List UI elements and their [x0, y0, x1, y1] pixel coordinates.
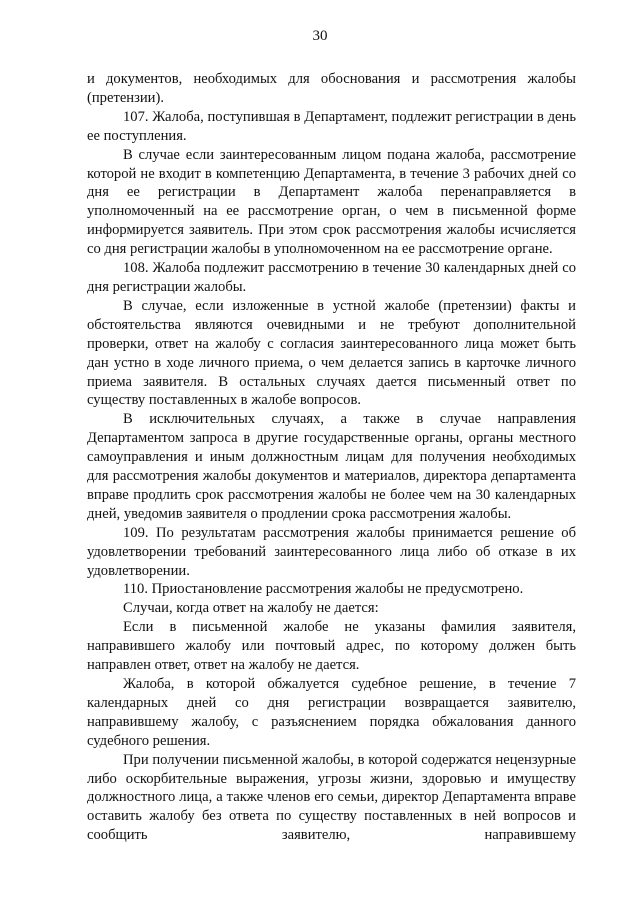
paragraph-continuation: и документов, необходимых для обоснования и рассмотрения жалобы (претензии).	[87, 71, 576, 106]
paragraph-107: 107. Жалоба, поступившая в Департамент, подлежит регистрации в день ее поступления.	[87, 108, 576, 144]
paragraph-108: 108. Жалоба подлежит рассмотрению в течение 30 календарных дней со дня регистрации жалобы.	[87, 260, 576, 295]
paragraph-108-oral-answer: В случае, если изложенные в устной жалобе (претензии) факты и обстоятельства являются очевидными и не требуют дополнительной проверки, ответ на жалобу с согласия заинтересованного лица может быть дан устно в ходе личного приема, о чем делается запись в карточке личного приема заявителя. В остальных случаях дается письменный ответ по существу поставленных в жалобе вопросов.	[87, 297, 576, 409]
paragraph-110: 110. Приостановление рассмотрения жалобы не предусмотрено.	[123, 581, 524, 598]
paragraph-109: 109. По результатам рассмотрения жалобы принимается решение об удовлетворении требований заинтересованного лица либо об отказе в их удовлетворении.	[87, 524, 576, 579]
paragraph-107-forwarding: В случае если заинтересованным лицом подана жалоба, рассмотрение которой не входит в компетенцию Департамента, в течение 3 рабочих дней со дня ее регистрации в Департамент жалоба перенаправляется в уполномоченный на ее рассмотрение орган, о чем в письменной форме информируется заявитель. При этом срок рассмотрения жалобы исчисляется со дня регистрации жалобы в уполномоченном на ее рассмотрение органе.	[87, 146, 576, 258]
paragraph-108-extension: В исключительных случаях, а также в случае направления Департаментом запроса в другие государственные органы, органы местного самоуправления и иным должностным лицам для получения необходимых для рассмотрения жалобы документов и материалов, директора департамента вправе продлить срок рассмотрения жалобы не более чем на 30 календарных дней, уведомив заявителя о продлении срока рассмотрения жалобы.	[87, 411, 576, 522]
paragraph-no-name-address: Если в письменной жалобе не указаны фамилия заявителя, направившего жалобу или почтовый адрес, по которому должен быть направлен ответ, ответ на жалобу не дается.	[87, 619, 576, 674]
paragraph-offensive-language: При получении письменной жалобы, в которой содержатся нецензурные либо оскорбительные выражения, угрозы жизни, здоровью и имуществу должностного лица, а также членов его семьи, директор Департамента вправе оставить жалобу без ответа по существу поставленных в ней вопросов и сообщить заявителю, направившему	[87, 751, 576, 844]
paragraph-court-decision: Жалоба, в которой обжалуется судебное решение, в течение 7 календарных дней со дня регистрации возвращается заявителю, направившему жалобу, с разъяснением порядка обжалования данного судебного решения.	[87, 676, 576, 749]
document-body	[87, 70, 576, 845]
paragraph-no-answer-cases: Случаи, когда ответ на жалобу не дается:	[123, 600, 379, 617]
page-number: 30	[312, 28, 328, 44]
